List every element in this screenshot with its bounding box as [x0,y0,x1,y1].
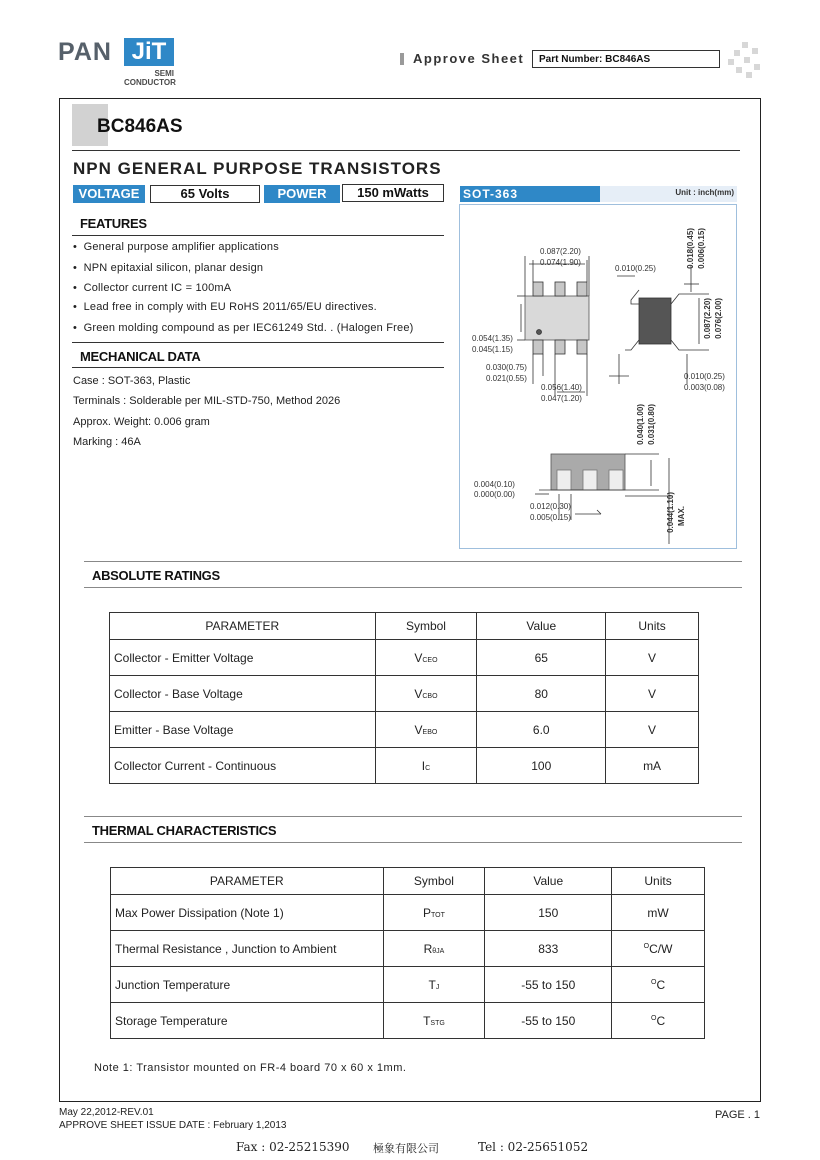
feature-text: General purpose amplifier applications [83,241,279,253]
value-cell: 6.0 [477,712,606,748]
absolute-ratings-table [109,612,699,784]
column-header: Symbol [383,868,485,895]
absolute-ratings-top-line [84,561,742,562]
symbol-cell: IC [375,748,477,784]
features-bottom-divider [72,342,444,343]
value-cell: 833 [485,931,612,967]
dim-lead-width-max: 0.012(0.30) [530,502,571,511]
logo-semi-line1: SEMI [154,69,174,78]
page-number: PAGE . 1 [715,1109,761,1121]
logo-semi-line2: CONDUCTOR [124,78,176,87]
table-row [111,895,705,931]
company-name: 極象有限公司 [373,1142,439,1155]
feature-item: • Collector current IC = 100mA [73,282,232,294]
package-unit: Unit : inch(mm) [675,188,734,197]
package-name: SOT-363 [460,186,603,202]
logo-jit-badge: JiT [124,38,174,66]
feature-item: • Lead free in comply with EU RoHS 2011/65/EU directives. [73,301,377,313]
column-header: PARAMETER [110,613,376,640]
mechanical-heading: MECHANICAL DATA [80,349,201,364]
table-row [111,967,705,1003]
parameter-cell: Collector - Base Voltage [110,676,376,712]
parameter-cell: Thermal Resistance , Junction to Ambient [111,931,384,967]
mechanical-item: Approx. Weight: 0.006 gram [73,416,210,428]
dim-pitch-min: 0.021(0.55) [486,374,527,383]
dim-pitch-max: 0.030(0.75) [486,363,527,372]
dim-standoff-max: 0.004(0.10) [474,480,515,489]
fax-number: Fax : 02-25215390 [236,1140,350,1154]
thermal-table [110,867,705,1039]
logo-semiconductor [124,69,174,87]
dim-side-height-max: 0.087(2.20) [703,298,712,339]
voltage-tag-label: VOLTAGE [73,185,145,203]
value-cell: -55 to 150 [485,967,612,1003]
value-cell: 100 [477,748,606,784]
dim-lead-width-min: 0.005(0.15) [530,513,571,522]
feature-text: Lead free in comply with EU RoHS 2011/65/EU directives. [83,301,377,313]
feature-text: Collector current IC = 100mA [83,282,232,294]
parameter-cell: Junction Temperature [111,967,384,1003]
feature-item: • Green molding compound as per IEC61249 Std. . (Halogen Free) [73,322,414,334]
dim-span-max: 0.056(1.40) [541,383,582,392]
title-divider [72,150,740,151]
unit-cell: V [606,676,699,712]
thermal-bottom-line [84,842,742,843]
symbol-cell: PTOT [383,895,485,931]
symbol-cell: TJ [383,967,485,1003]
dim-width-min: 0.074(1.90) [540,258,581,267]
unit-cell: V [606,640,699,676]
value-cell: 80 [477,676,606,712]
parameter-cell: Max Power Dissipation (Note 1) [111,895,384,931]
logo-pan-text: PAN [58,38,112,66]
column-header: Value [477,613,606,640]
dim-lead-thickness: 0.010(0.25) [615,264,656,273]
dim-height-min: 0.045(1.15) [472,345,513,354]
symbol-cell: RθJA [383,931,485,967]
table-row [111,931,705,967]
dim-total-height: 0.044(1.10) [666,492,675,533]
dim-total-height-max-label: MAX. [677,506,686,526]
symbol-cell: TSTG [383,1003,485,1039]
feature-text: Green molding compound as per IEC61249 Std. . (Halogen Free) [83,322,414,334]
column-header: Symbol [375,613,477,640]
absolute-ratings-bottom-line [84,587,742,588]
unit-cell: $^O$C [612,1003,705,1039]
dim-side-lead-max: 0.018(0.45) [686,228,695,269]
features-divider [72,235,444,236]
features-heading: FEATURES [80,216,147,231]
dim-side-height-min: 0.076(2.00) [714,298,723,339]
product-subtitle: NPN GENERAL PURPOSE TRANSISTORS [73,159,442,178]
unit-cell: $^O$C [612,967,705,1003]
feature-item: • NPN epitaxial silicon, planar design [73,262,264,274]
table-row [110,676,699,712]
mechanical-item: Marking : 46A [73,436,141,448]
table-header-row [111,868,705,895]
unit-cell: V [606,712,699,748]
absolute-ratings-heading: ABSOLUTE RATINGS [92,568,220,583]
power-tag-label: POWER [264,185,340,203]
dim-side-bottom-min: 0.003(0.08) [684,383,725,392]
parameter-cell: Collector Current - Continuous [110,748,376,784]
dim-side-lead-min: 0.006(0.15) [697,228,706,269]
table-row [110,712,699,748]
symbol-cell: VCBO [375,676,477,712]
dim-thickness-max: 0.040(1.00) [636,404,645,445]
power-tag-value: 150 mWatts [342,184,444,202]
dim-height-max: 0.054(1.35) [472,334,513,343]
mechanical-divider [72,367,444,368]
parameter-cell: Emitter - Base Voltage [110,712,376,748]
table-header-row [110,613,699,640]
parameter-cell: Collector - Emitter Voltage [110,640,376,676]
symbol-cell: VEBO [375,712,477,748]
part-number-box: Part Number: BC846AS [532,50,720,68]
mechanical-item: Terminals : Solderable per MIL-STD-750, Method 2026 [73,395,341,407]
unit-cell: $^O$C/W [612,931,705,967]
issue-date: APPROVE SHEET ISSUE DATE : February 1,2013 [59,1120,287,1131]
parameter-cell: Storage Temperature [111,1003,384,1039]
table-row [111,1003,705,1039]
mechanical-item: Case : SOT-363, Plastic [73,375,191,387]
approve-marker [400,53,404,65]
dim-standoff-min: 0.000(0.00) [474,490,515,499]
feature-text: NPN epitaxial silicon, planar design [83,262,264,274]
unit-cell: mW [612,895,705,931]
revision-date: May 22,2012-REV.01 [59,1107,154,1118]
thermal-top-line [84,816,742,817]
symbol-cell: VCEO [375,640,477,676]
unit-cell: mA [606,748,699,784]
value-cell: -55 to 150 [485,1003,612,1039]
dim-width-max: 0.087(2.20) [540,247,581,256]
page-title: BC846AS [97,116,183,137]
dim-thickness-min: 0.031(0.80) [647,404,656,445]
dim-side-bottom-max: 0.010(0.25) [684,372,725,381]
voltage-tag-value: 65 Volts [150,185,260,203]
column-header: Units [606,613,699,640]
column-header: Value [485,868,612,895]
column-header: Units [612,868,705,895]
table-row [110,640,699,676]
tel-number: Tel : 02-25651052 [478,1140,589,1154]
approve-sheet-label: Approve Sheet [413,51,525,66]
feature-item: • General purpose amplifier applications [73,241,279,253]
thermal-heading: THERMAL CHARACTERISTICS [92,823,277,838]
column-header: PARAMETER [111,868,384,895]
footnote: Note 1: Transistor mounted on FR-4 board 70 x 60 x 1mm. [94,1062,407,1074]
value-cell: 65 [477,640,606,676]
table-row [110,748,699,784]
dim-span-min: 0.047(1.20) [541,394,582,403]
value-cell: 150 [485,895,612,931]
